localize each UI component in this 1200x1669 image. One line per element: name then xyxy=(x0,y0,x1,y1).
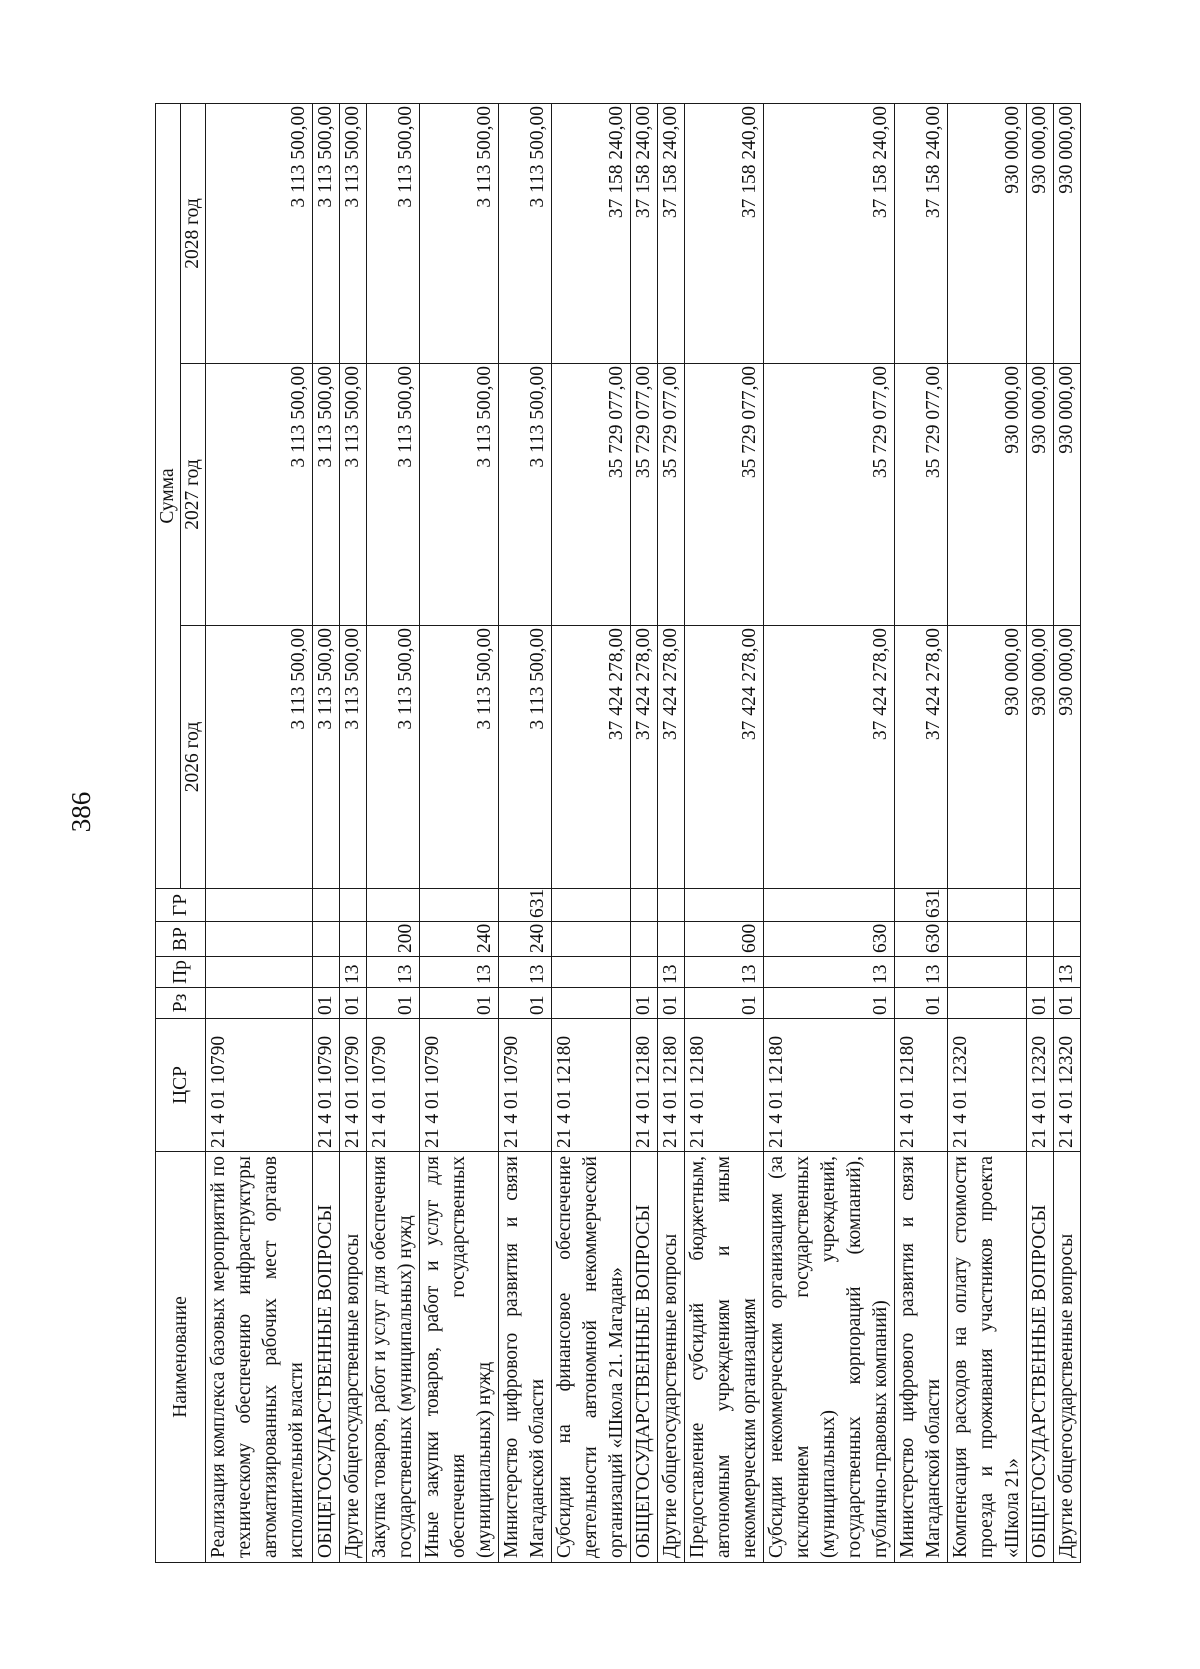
cell-vr: 200 xyxy=(367,922,420,957)
cell-csr: 21 4 01 10790 xyxy=(420,1019,499,1152)
cell-vr: 240 xyxy=(420,922,499,957)
cell-vr xyxy=(313,922,340,957)
header-pr: Пр xyxy=(156,957,206,988)
cell-csr: 21 4 01 10790 xyxy=(206,1019,313,1152)
cell-csr: 21 4 01 12180 xyxy=(552,1019,631,1152)
cell-gr xyxy=(367,889,420,922)
cell-sum-2028: 3 113 500,00 xyxy=(367,104,420,364)
cell-sum-2026: 3 113 500,00 xyxy=(367,626,420,889)
cell-vr xyxy=(658,922,685,957)
cell-pr: 13 xyxy=(685,957,764,988)
cell-gr xyxy=(764,889,895,922)
cell-vr: 630 xyxy=(895,922,948,957)
cell-sum-2026: 37 424 278,00 xyxy=(631,626,658,889)
cell-sum-2026: 930 000,00 xyxy=(1027,626,1054,889)
table-row xyxy=(313,104,340,1563)
cell-sum-2028: 37 158 240,00 xyxy=(685,104,764,364)
cell-pr: 13 xyxy=(895,957,948,988)
header-gr: ГР xyxy=(156,889,206,922)
cell-rz: 01 xyxy=(313,988,340,1019)
cell-pr xyxy=(313,957,340,988)
cell-name: Министерство цифрового развития и связи Магаданской области xyxy=(499,1152,552,1563)
cell-pr: 13 xyxy=(658,957,685,988)
rotated-table-region xyxy=(155,104,1077,1563)
cell-sum-2026: 37 424 278,00 xyxy=(685,626,764,889)
cell-rz: 01 xyxy=(499,988,552,1019)
cell-rz: 01 xyxy=(895,988,948,1019)
cell-sum-2027: 3 113 500,00 xyxy=(313,364,340,626)
cell-sum-2027: 35 729 077,00 xyxy=(552,364,631,626)
cell-name: Другие общегосударственные вопросы xyxy=(1054,1152,1081,1563)
cell-gr xyxy=(631,889,658,922)
cell-sum-2027: 35 729 077,00 xyxy=(764,364,895,626)
cell-sum-2027: 930 000,00 xyxy=(948,364,1027,626)
cell-sum-2026: 930 000,00 xyxy=(948,626,1027,889)
cell-name: ОБЩЕГОСУДАРСТВЕННЫЕ ВОПРОСЫ xyxy=(313,1152,340,1563)
cell-name: Другие общегосударственные вопросы xyxy=(340,1152,367,1563)
header-year-2027: 2027 год xyxy=(181,364,206,626)
cell-sum-2028: 3 113 500,00 xyxy=(499,104,552,364)
table-row xyxy=(206,104,313,1563)
table-row xyxy=(1027,104,1054,1563)
cell-csr: 21 4 01 12180 xyxy=(895,1019,948,1152)
cell-rz: 01 xyxy=(685,988,764,1019)
cell-name: ОБЩЕГОСУДАРСТВЕННЫЕ ВОПРОСЫ xyxy=(1027,1152,1054,1563)
cell-sum-2026: 37 424 278,00 xyxy=(658,626,685,889)
cell-sum-2027: 3 113 500,00 xyxy=(499,364,552,626)
cell-gr xyxy=(1054,889,1081,922)
cell-vr: 630 xyxy=(764,922,895,957)
cell-sum-2026: 37 424 278,00 xyxy=(895,626,948,889)
cell-csr: 21 4 01 12180 xyxy=(631,1019,658,1152)
cell-sum-2026: 3 113 500,00 xyxy=(420,626,499,889)
cell-name: Другие общегосударственные вопросы xyxy=(658,1152,685,1563)
header-vr: ВР xyxy=(156,922,206,957)
cell-sum-2028: 930 000,00 xyxy=(1054,104,1081,364)
header-year-2028: 2028 год xyxy=(181,104,206,364)
cell-rz xyxy=(948,988,1027,1019)
table-row xyxy=(499,104,552,1563)
rotated-page-content xyxy=(155,104,1077,1563)
cell-rz: 01 xyxy=(340,988,367,1019)
cell-sum-2028: 37 158 240,00 xyxy=(895,104,948,364)
cell-sum-2028: 37 158 240,00 xyxy=(552,104,631,364)
cell-sum-2027: 35 729 077,00 xyxy=(685,364,764,626)
table-row xyxy=(367,104,420,1563)
cell-pr: 13 xyxy=(420,957,499,988)
table-row xyxy=(658,104,685,1563)
cell-name: Реализация комплекса базовых мероприятий по техническому обеспечению инфраструктуры автоматизированных рабочих мест органов исполнительной власти xyxy=(206,1152,313,1563)
cell-sum-2028: 930 000,00 xyxy=(948,104,1027,364)
cell-pr xyxy=(948,957,1027,988)
cell-pr: 13 xyxy=(1054,957,1081,988)
header-sum: Сумма xyxy=(156,104,181,889)
cell-pr: 13 xyxy=(499,957,552,988)
header-csr: ЦСР xyxy=(156,1019,206,1152)
cell-csr: 21 4 01 10790 xyxy=(367,1019,420,1152)
cell-pr: 13 xyxy=(340,957,367,988)
cell-gr xyxy=(206,889,313,922)
cell-gr xyxy=(552,889,631,922)
cell-sum-2027: 930 000,00 xyxy=(1054,364,1081,626)
cell-sum-2026: 37 424 278,00 xyxy=(764,626,895,889)
cell-pr xyxy=(552,957,631,988)
cell-sum-2028: 3 113 500,00 xyxy=(313,104,340,364)
cell-vr xyxy=(1054,922,1081,957)
cell-rz: 01 xyxy=(764,988,895,1019)
cell-gr xyxy=(340,889,367,922)
header-name: Наименование xyxy=(156,1152,206,1563)
cell-rz: 01 xyxy=(367,988,420,1019)
cell-vr xyxy=(552,922,631,957)
cell-rz: 01 xyxy=(631,988,658,1019)
cell-sum-2028: 3 113 500,00 xyxy=(340,104,367,364)
cell-csr: 21 4 01 10790 xyxy=(313,1019,340,1152)
cell-rz xyxy=(206,988,313,1019)
cell-vr xyxy=(631,922,658,957)
cell-pr xyxy=(206,957,313,988)
table-row xyxy=(764,104,895,1563)
page-number: 386 xyxy=(66,791,96,833)
cell-vr xyxy=(340,922,367,957)
cell-pr xyxy=(1027,957,1054,988)
table-row xyxy=(895,104,948,1563)
cell-sum-2026: 3 113 500,00 xyxy=(206,626,313,889)
cell-rz: 01 xyxy=(658,988,685,1019)
cell-gr xyxy=(658,889,685,922)
cell-name: Субсидии некоммерческим организациям (за исключением государственных (муниципальных) учреждений, государственных корпораций (компаний), публично-правовых компаний) xyxy=(764,1152,895,1563)
cell-sum-2027: 3 113 500,00 xyxy=(206,364,313,626)
cell-name: Компенсация расходов на оплату стоимости проезда и проживания участников проекта «Школа 21» xyxy=(948,1152,1027,1563)
cell-pr: 13 xyxy=(367,957,420,988)
cell-csr: 21 4 01 10790 xyxy=(499,1019,552,1152)
table-row xyxy=(340,104,367,1563)
cell-gr xyxy=(948,889,1027,922)
cell-rz: 01 xyxy=(1027,988,1054,1019)
table-row xyxy=(948,104,1027,1563)
cell-sum-2027: 930 000,00 xyxy=(1027,364,1054,626)
cell-sum-2026: 930 000,00 xyxy=(1054,626,1081,889)
cell-gr xyxy=(420,889,499,922)
cell-vr: 240 xyxy=(499,922,552,957)
cell-pr xyxy=(631,957,658,988)
table-row xyxy=(1054,104,1081,1563)
cell-sum-2028: 37 158 240,00 xyxy=(631,104,658,364)
cell-name: Иные закупки товаров, работ и услуг для обеспечения государственных (муниципальных) нужд xyxy=(420,1152,499,1563)
cell-csr: 21 4 01 12320 xyxy=(1027,1019,1054,1152)
cell-sum-2028: 3 113 500,00 xyxy=(420,104,499,364)
cell-sum-2028: 930 000,00 xyxy=(1027,104,1054,364)
table-row xyxy=(552,104,631,1563)
cell-vr xyxy=(1027,922,1054,957)
cell-gr xyxy=(313,889,340,922)
cell-sum-2026: 3 113 500,00 xyxy=(499,626,552,889)
cell-rz: 01 xyxy=(1054,988,1081,1019)
cell-sum-2027: 3 113 500,00 xyxy=(367,364,420,626)
table-row xyxy=(631,104,658,1563)
cell-sum-2028: 37 158 240,00 xyxy=(764,104,895,364)
cell-gr xyxy=(1027,889,1054,922)
cell-pr: 13 xyxy=(764,957,895,988)
cell-sum-2028: 37 158 240,00 xyxy=(658,104,685,364)
cell-sum-2026: 3 113 500,00 xyxy=(340,626,367,889)
cell-vr xyxy=(948,922,1027,957)
cell-sum-2027: 35 729 077,00 xyxy=(895,364,948,626)
header-rz: Рз xyxy=(156,988,206,1019)
cell-sum-2027: 35 729 077,00 xyxy=(658,364,685,626)
cell-sum-2026: 3 113 500,00 xyxy=(313,626,340,889)
cell-gr: 631 xyxy=(895,889,948,922)
cell-name: Министерство цифрового развития и связи Магаданской области xyxy=(895,1152,948,1563)
cell-csr: 21 4 01 12320 xyxy=(1054,1019,1081,1152)
table-body xyxy=(206,104,1081,1563)
cell-name: Закупка товаров, работ и услуг для обеспечения государственных (муниципальных) нужд xyxy=(367,1152,420,1563)
header-year-2026: 2026 год xyxy=(181,626,206,889)
cell-sum-2028: 3 113 500,00 xyxy=(206,104,313,364)
cell-rz: 01 xyxy=(420,988,499,1019)
cell-csr: 21 4 01 12180 xyxy=(658,1019,685,1152)
cell-gr: 631 xyxy=(499,889,552,922)
cell-csr: 21 4 01 12180 xyxy=(764,1019,895,1152)
cell-vr: 600 xyxy=(685,922,764,957)
budget-table xyxy=(155,103,1081,1563)
cell-sum-2027: 3 113 500,00 xyxy=(420,364,499,626)
cell-sum-2026: 37 424 278,00 xyxy=(552,626,631,889)
cell-vr xyxy=(206,922,313,957)
cell-name: ОБЩЕГОСУДАРСТВЕННЫЕ ВОПРОСЫ xyxy=(631,1152,658,1563)
cell-csr: 21 4 01 12180 xyxy=(685,1019,764,1152)
cell-rz xyxy=(552,988,631,1019)
table-row xyxy=(420,104,499,1563)
cell-name: Предоставление субсидий бюджетным, автономным учреждениям и иным некоммерческим организациям xyxy=(685,1152,764,1563)
cell-sum-2027: 35 729 077,00 xyxy=(631,364,658,626)
cell-sum-2027: 3 113 500,00 xyxy=(340,364,367,626)
cell-name: Субсидии на финансовое обеспечение деятельности автономной некоммерческой организаций «Школа 21. Магадан» xyxy=(552,1152,631,1563)
cell-gr xyxy=(685,889,764,922)
table-row xyxy=(685,104,764,1563)
cell-csr: 21 4 01 12320 xyxy=(948,1019,1027,1152)
cell-csr: 21 4 01 10790 xyxy=(340,1019,367,1152)
